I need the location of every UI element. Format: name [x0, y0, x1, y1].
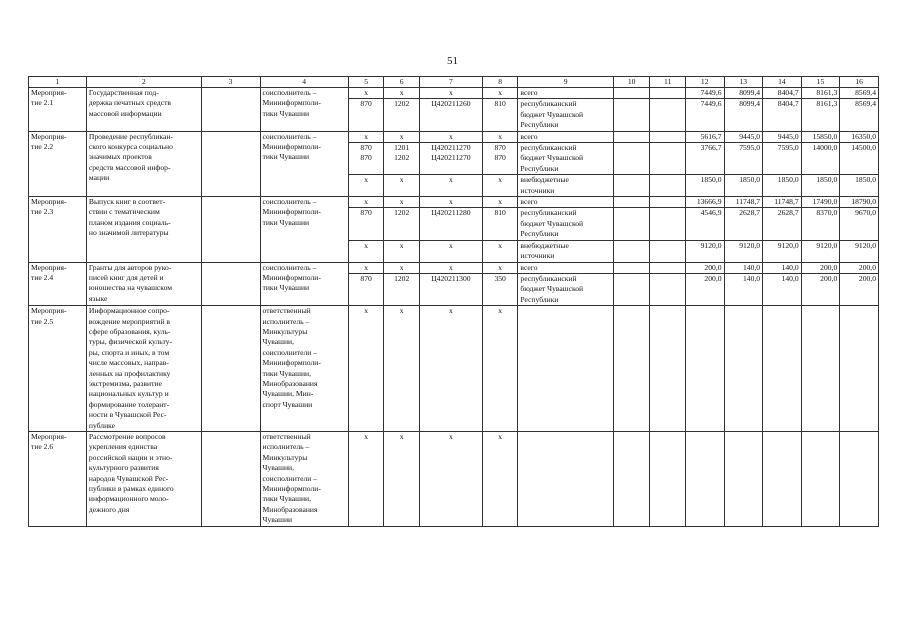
code-c7: x — [419, 306, 482, 432]
funding-source: всего — [518, 197, 613, 208]
empty-col-11 — [650, 273, 686, 305]
value-col-12: 9120,0 — [685, 240, 724, 262]
table-row — [29, 262, 879, 273]
column-header-11: 11 — [650, 77, 686, 88]
code-c8: 810 — [482, 99, 518, 131]
column-header-7: 7 — [419, 77, 482, 88]
value-col-12: 200,0 — [685, 273, 724, 305]
empty-col-11 — [650, 240, 686, 262]
value-col-16: 9670,0 — [840, 208, 879, 240]
column-header-13: 13 — [724, 77, 763, 88]
measure-id: Мероприя- тие 2.4 — [29, 262, 87, 306]
code-c7: x — [419, 88, 482, 99]
value-col-14: 1850,0 — [763, 175, 802, 197]
value-col-12: 1850,0 — [685, 175, 724, 197]
column-header-8: 8 — [482, 77, 518, 88]
value-col-12: 3766,7 — [685, 143, 724, 175]
funding-source: внебюджетные источники — [518, 240, 613, 262]
value-col-15: 8161,3 — [801, 88, 840, 99]
code-c7: Ц420211300 — [419, 273, 482, 305]
funding-source: республиканский бюджет Чувашской Республики — [518, 208, 613, 240]
value-col-14: 9120,0 — [763, 240, 802, 262]
empty-col-10 — [613, 175, 650, 197]
value-col-16: 8569,4 — [840, 88, 879, 99]
column-header-9: 9 — [518, 77, 613, 88]
code-c6: x — [384, 131, 420, 142]
value-col-12 — [685, 306, 724, 432]
table-row — [29, 131, 879, 142]
code-c5: 870 — [348, 273, 384, 305]
empty-col-10 — [613, 432, 650, 527]
empty-col-11 — [650, 197, 686, 208]
value-col-15: 200,0 — [801, 262, 840, 273]
responsible-cell — [201, 306, 260, 432]
code-c5: x — [348, 240, 384, 262]
column-header-14: 14 — [763, 77, 802, 88]
code-c6: x — [384, 306, 420, 432]
code-c8: x — [482, 432, 518, 527]
measure-id: Мероприя- тие 2.1 — [29, 88, 87, 132]
code-c7: x — [419, 175, 482, 197]
responsible-cell — [201, 197, 260, 262]
code-c5: x — [348, 197, 384, 208]
value-col-13: 140,0 — [724, 262, 763, 273]
code-c8: 870 870 — [482, 143, 518, 175]
value-col-16 — [840, 306, 879, 432]
value-col-16: 1850,0 — [840, 175, 879, 197]
value-col-15: 1850,0 — [801, 175, 840, 197]
value-col-15: 15850,0 — [801, 131, 840, 142]
empty-col-10 — [613, 208, 650, 240]
measure-name: Проведение республикан- ского конкурса социально значимых проектов средств массовой инфор- мации — [86, 131, 201, 196]
value-col-14: 140,0 — [763, 262, 802, 273]
value-col-12: 200,0 — [685, 262, 724, 273]
code-c8: x — [482, 262, 518, 273]
measures-table — [28, 76, 879, 527]
measure-executor: ответственный исполнитель – Минкультуры Чувашии, соисполнители – Мининформполи- тики Чувашии, Минобразования Чувашии, Мин- спорт Чувашии — [260, 306, 348, 432]
measure-executor: ответственный исполнитель – Минкультуры Чувашии, соисполнители – Мининформполи- тики Чувашии, Минобразования Чувашии — [260, 432, 348, 527]
measure-executor: соисполнитель – Мининформполи- тики Чувашии — [260, 197, 348, 262]
code-c6: 1201 1202 — [384, 143, 420, 175]
empty-col-10 — [613, 197, 650, 208]
code-c7: x — [419, 131, 482, 142]
value-col-13: 2628,7 — [724, 208, 763, 240]
empty-col-10 — [613, 143, 650, 175]
value-col-16: 18790,0 — [840, 197, 879, 208]
value-col-12: 13666,9 — [685, 197, 724, 208]
code-c7: x — [419, 240, 482, 262]
code-c8: x — [482, 306, 518, 432]
value-col-12: 7449,6 — [685, 88, 724, 99]
empty-col-11 — [650, 175, 686, 197]
empty-col-10 — [613, 262, 650, 273]
code-c6: x — [384, 175, 420, 197]
value-col-14: 9445,0 — [763, 131, 802, 142]
code-c6: 1202 — [384, 273, 420, 305]
table-row — [29, 432, 879, 527]
funding-source: внебюджетные источники — [518, 175, 613, 197]
value-col-12 — [685, 432, 724, 527]
value-col-13: 9445,0 — [724, 131, 763, 142]
empty-col-10 — [613, 131, 650, 142]
table-row — [29, 306, 879, 432]
column-header-2: 2 — [86, 77, 201, 88]
value-col-15: 8161,3 — [801, 99, 840, 131]
column-header-10: 10 — [613, 77, 650, 88]
value-col-14 — [763, 306, 802, 432]
code-c5: 870 870 — [348, 143, 384, 175]
measure-name: Выпуск книг в соответ- ствии с тематическим планом издания социаль- но значимой литературы — [86, 197, 201, 262]
code-c6: 1202 — [384, 99, 420, 131]
column-header-3: 3 — [201, 77, 260, 88]
code-c5: 870 — [348, 99, 384, 131]
code-c5: x — [348, 88, 384, 99]
empty-col-10 — [613, 88, 650, 99]
code-c6: x — [384, 432, 420, 527]
value-col-15 — [801, 432, 840, 527]
funding-source: всего — [518, 88, 613, 99]
measure-executor: соисполнитель – Мининформполи- тики Чувашии — [260, 88, 348, 132]
value-col-16: 9120,0 — [840, 240, 879, 262]
column-header-6: 6 — [384, 77, 420, 88]
value-col-16: 200,0 — [840, 273, 879, 305]
value-col-15: 200,0 — [801, 273, 840, 305]
funding-source: республиканский бюджет Чувашской Республики — [518, 99, 613, 131]
funding-source: всего — [518, 131, 613, 142]
measure-executor: соисполнитель – Мининформполи- тики Чувашии — [260, 262, 348, 306]
value-col-15: 8370,0 — [801, 208, 840, 240]
code-c7: x — [419, 197, 482, 208]
measure-id: Мероприя- тие 2.3 — [29, 197, 87, 262]
value-col-13: 1850,0 — [724, 175, 763, 197]
code-c6: x — [384, 197, 420, 208]
code-c6: x — [384, 88, 420, 99]
responsible-cell — [201, 432, 260, 527]
value-col-16: 14500,0 — [840, 143, 879, 175]
empty-col-11 — [650, 131, 686, 142]
code-c8: x — [482, 131, 518, 142]
value-col-14: 8404,7 — [763, 99, 802, 131]
code-c8: x — [482, 197, 518, 208]
funding-source: республиканский бюджет Чувашской Республики — [518, 143, 613, 175]
code-c8: x — [482, 88, 518, 99]
code-c8: x — [482, 175, 518, 197]
value-col-13: 7595,0 — [724, 143, 763, 175]
table-row — [29, 197, 879, 208]
code-c5: x — [348, 432, 384, 527]
value-col-13 — [724, 306, 763, 432]
funding-source: всего — [518, 262, 613, 273]
value-col-14: 7595,0 — [763, 143, 802, 175]
empty-col-11 — [650, 88, 686, 99]
code-c8: 810 — [482, 208, 518, 240]
empty-col-11 — [650, 262, 686, 273]
code-c7: x — [419, 262, 482, 273]
empty-col-10 — [613, 273, 650, 305]
value-col-14: 2628,7 — [763, 208, 802, 240]
value-col-13: 8099,4 — [724, 99, 763, 131]
empty-col-10 — [613, 306, 650, 432]
value-col-16: 8569,4 — [840, 99, 879, 131]
responsible-cell — [201, 88, 260, 132]
page-number: 51 — [447, 55, 458, 67]
code-c7: Ц420211270 Ц420211270 — [419, 143, 482, 175]
measure-name: Рассмотрение вопросов укрепления единства российской нации и этно- культурного развития народов Чувашской Рес- публики в рамках единого информационного моло- дежного дня — [86, 432, 201, 527]
empty-col-10 — [613, 99, 650, 131]
value-col-12: 4546,9 — [685, 208, 724, 240]
value-col-16: 200,0 — [840, 262, 879, 273]
code-c6: 1202 — [384, 208, 420, 240]
value-col-13: 11748,7 — [724, 197, 763, 208]
value-col-12: 5616,7 — [685, 131, 724, 142]
funding-source — [518, 306, 613, 432]
value-col-15: 9120,0 — [801, 240, 840, 262]
table-row — [29, 88, 879, 99]
column-header-12: 12 — [685, 77, 724, 88]
empty-col-11 — [650, 306, 686, 432]
empty-col-11 — [650, 432, 686, 527]
code-c5: x — [348, 262, 384, 273]
responsible-cell — [201, 131, 260, 196]
column-header-15: 15 — [801, 77, 840, 88]
value-col-15: 17490,0 — [801, 197, 840, 208]
code-c7: x — [419, 432, 482, 527]
responsible-cell — [201, 262, 260, 306]
code-c5: 870 — [348, 208, 384, 240]
code-c5: x — [348, 175, 384, 197]
empty-col-11 — [650, 143, 686, 175]
value-col-14: 8404,7 — [763, 88, 802, 99]
value-col-13: 8099,4 — [724, 88, 763, 99]
measure-id: Мероприя- тие 2.2 — [29, 131, 87, 196]
measure-executor: соисполнитель – Мининформполи- тики Чувашии — [260, 131, 348, 196]
empty-col-11 — [650, 99, 686, 131]
code-c8: x — [482, 240, 518, 262]
column-header-1: 1 — [29, 77, 87, 88]
value-col-16 — [840, 432, 879, 527]
value-col-13 — [724, 432, 763, 527]
code-c7: Ц420211260 — [419, 99, 482, 131]
value-col-16: 16350,0 — [840, 131, 879, 142]
table-body — [29, 77, 879, 527]
column-header-5: 5 — [348, 77, 384, 88]
code-c5: x — [348, 131, 384, 142]
funding-source — [518, 432, 613, 527]
value-col-13: 140,0 — [724, 273, 763, 305]
value-col-13: 9120,0 — [724, 240, 763, 262]
value-col-15 — [801, 306, 840, 432]
measure-name: Информационное сопро- вождение мероприятий в сфере образования, куль- туры, физической культу- ры, спорта и иных, в том числе массовых, направ- ленных на профилактику экстремизма, развитие национальных культур и формирование толерант- ности в Чувашской Рес- публике — [86, 306, 201, 432]
value-col-15: 14000,0 — [801, 143, 840, 175]
value-col-14 — [763, 432, 802, 527]
funding-source: республиканский бюджет Чувашской Республики — [518, 273, 613, 305]
header-row — [29, 77, 879, 88]
value-col-12: 7449,6 — [685, 99, 724, 131]
code-c8: 350 — [482, 273, 518, 305]
measure-id: Мероприя- тие 2.5 — [29, 306, 87, 432]
measure-name: Государственная под- держка печатных средств массовой информации — [86, 88, 201, 132]
code-c6: x — [384, 240, 420, 262]
measure-name: Гранты для авторов руко- писей книг для детей и юношества на чувашском языке — [86, 262, 201, 306]
measure-id: Мероприя- тие 2.6 — [29, 432, 87, 527]
empty-col-10 — [613, 240, 650, 262]
value-col-14: 11748,7 — [763, 197, 802, 208]
code-c5: x — [348, 306, 384, 432]
empty-col-11 — [650, 208, 686, 240]
code-c6: x — [384, 262, 420, 273]
value-col-14: 140,0 — [763, 273, 802, 305]
column-header-16: 16 — [840, 77, 879, 88]
column-header-4: 4 — [260, 77, 348, 88]
code-c7: Ц420211280 — [419, 208, 482, 240]
